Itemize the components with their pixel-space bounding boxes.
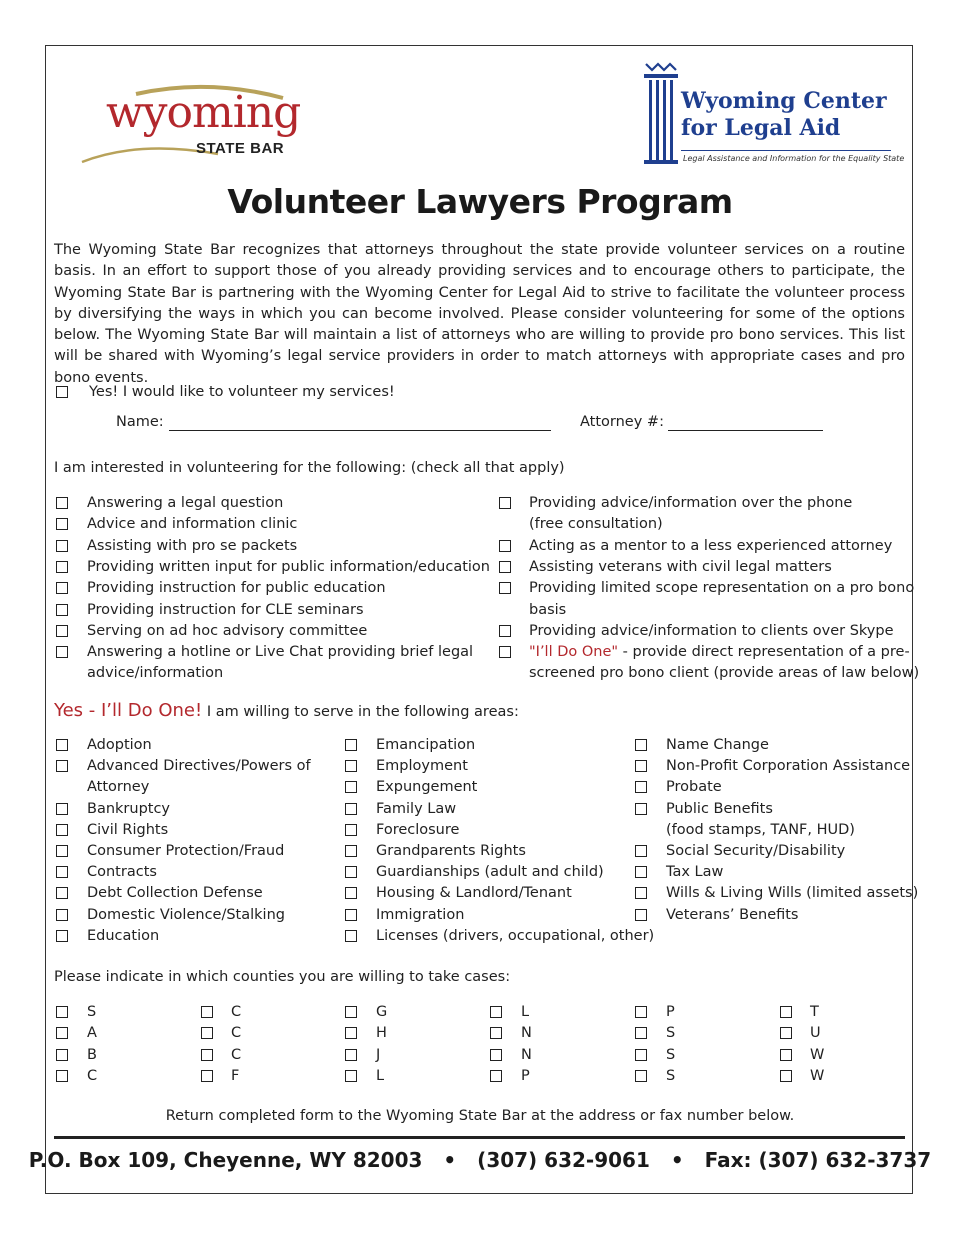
area-item-label: Consumer Protection/Fraud [87,843,285,859]
ido-one-checkbox[interactable] [499,646,511,658]
interest-item-label: Providing instruction for public education [87,580,386,597]
county-checkbox[interactable] [635,1070,647,1082]
area-item-label: Grandparents Rights [376,843,526,859]
county-label: A [87,1025,97,1042]
area-item-label: Adoption [87,737,152,753]
interest-item-label: Assisting with pro se packets [87,537,298,554]
area-item-label: Debt Collection Defense [87,885,263,902]
area-item-checkbox[interactable] [345,760,357,772]
area-item-checkbox[interactable] [56,845,68,857]
county-label: N [521,1025,532,1042]
county-checkbox[interactable] [635,1027,647,1039]
area-item-label: Non-Profit Corporation Assistance [666,758,911,775]
interest-item-label: Providing instruction for CLE seminars [87,601,364,618]
area-item-checkbox[interactable] [345,866,357,878]
interest-item-label: Answering a hotline or Live Chat providing brief legal [87,644,474,661]
footer-bullet-2: • [670,1148,684,1172]
area-item-label: Employment [376,758,468,775]
area-item-label: Veterans’ Benefits [666,906,799,923]
area-item-checkbox[interactable] [345,909,357,921]
county-label: S [666,1046,676,1063]
interest-item-checkbox[interactable] [56,582,68,594]
area-item-label: Expungement [376,779,478,796]
area-item-checkbox[interactable] [345,887,357,899]
county-checkbox[interactable] [490,1006,502,1018]
county-label: U [810,1025,821,1042]
ido-one-rest: - provide direct representation of a pre- [618,644,910,660]
attorney-number-field[interactable] [668,430,823,431]
county-label: H [376,1025,387,1042]
footer-bullet-1: • [443,1148,457,1172]
interest-item-checkbox[interactable] [56,561,68,573]
county-label: F [231,1067,240,1084]
area-item-label: Advanced Directives/Powers of [87,758,311,775]
area-item-label: Wills & Living Wills (limited assets) [666,885,919,902]
county-label: W [810,1046,825,1063]
ido-one-quote: "I’ll Do One" [529,644,619,660]
footer-fax: Fax: (307) 632-3737 [704,1148,932,1172]
name-label: Name: [116,414,164,430]
county-label: L [521,1004,530,1020]
area-item-label: Civil Rights [87,821,169,838]
area-item-checkbox[interactable] [56,909,68,921]
interest-item-label: Providing advice/information to clients over Skype [529,622,894,639]
footer-address: P.O. Box 109, Cheyenne, WY 82003 [28,1148,423,1172]
county-label: G [376,1004,388,1020]
county-checkbox[interactable] [56,1070,68,1082]
counties-heading: Please indicate in which counties you are willing to take cases: [54,969,511,985]
area-item-checkbox[interactable] [56,866,68,878]
area-item-checkbox[interactable] [56,739,68,751]
interest-item-checkbox[interactable] [56,646,68,658]
area-item-label: Emancipation [376,737,476,753]
area-item-checkbox[interactable] [345,930,357,942]
county-checkbox[interactable] [780,1006,792,1018]
county-checkbox[interactable] [345,1027,357,1039]
county-label: W [810,1067,825,1084]
interest-item-checkbox[interactable] [499,625,511,637]
county-label: P [521,1067,530,1084]
interest-item-label: Serving on ad hoc advisory committee [87,622,368,639]
wcla-line1: Wyoming Center [681,88,887,114]
area-item-checkbox[interactable] [56,930,68,942]
area-item-checkbox[interactable] [56,760,68,772]
footer-rule [54,1136,905,1139]
area-item-checkbox[interactable] [635,739,647,751]
footer-phone: (307) 632-9061 [477,1148,650,1172]
interest-item-checkbox[interactable] [56,497,68,509]
area-item-label: Probate [666,779,722,796]
areas-heading-red: Yes - I’ll Do One! [54,700,203,721]
area-item-checkbox[interactable] [345,739,357,751]
interest-item-checkbox[interactable] [499,540,511,552]
area-item-label: Housing & Landlord/Tenant [376,885,572,902]
county-checkbox[interactable] [490,1049,502,1061]
interest-item-label: advice/information [87,665,224,682]
county-checkbox[interactable] [345,1049,357,1061]
interest-item-label: Advice and information clinic [87,516,298,533]
area-item-checkbox[interactable] [635,803,647,815]
areas-heading [54,700,519,721]
area-item-checkbox[interactable] [635,781,647,793]
county-label: S [666,1067,676,1084]
area-item-label: Guardianships (adult and child) [376,864,604,881]
county-checkbox[interactable] [490,1027,502,1039]
area-item-label: Foreclosure [376,821,460,838]
interest-item-checkbox[interactable] [499,561,511,573]
page-title: Volunteer Lawyers Program [227,182,733,221]
area-item-checkbox[interactable] [345,803,357,815]
intro-paragraph: The Wyoming State Bar recognizes that attorneys throughout the state provide volunteer services on a routine basis. In an effort to support those of you already providing services and to encourage others to participate, the Wyoming State Bar is partnering with the Wyoming Center for Legal Aid to strive to facilitate the volunteer process by diversifying the ways in which you can become involved. Please consider volunteering for some of the options below. The Wyoming State Bar will maintain a list of attorneys who are willing to provide pro bono services. This list will be shared with Wyoming’s legal service providers in order to match attorneys with appropriate cases and pro bono events. [54,242,905,386]
interest-heading: I am interested in volunteering for the following: (check all that apply) [54,460,565,476]
area-item-label: Contracts [87,864,157,881]
return-note: Return completed form to the Wyoming State Bar at the address or fax number below. [165,1108,795,1124]
area-item-checkbox[interactable] [635,909,647,921]
county-label: J [376,1046,381,1063]
interest-item-checkbox[interactable] [56,625,68,637]
logo-subtitle: STATE BAR [196,140,285,157]
area-item-checkbox[interactable] [635,845,647,857]
interest-item-label: Answering a legal question [87,495,284,511]
wcla-rule [681,150,891,151]
areas-heading-rest: I am willing to serve in the following areas: [202,704,519,720]
attorney-number-label: Attorney #: [580,414,664,430]
county-checkbox[interactable] [201,1027,213,1039]
county-label: P [666,1004,675,1020]
county-checkbox[interactable] [56,1006,68,1018]
interest-item-checkbox[interactable] [56,540,68,552]
interest-item-checkbox[interactable] [56,518,68,530]
wcla-tagline: Legal Assistance and Information for the Equality State [683,154,905,163]
interest-item-checkbox[interactable] [56,604,68,616]
area-item-checkbox[interactable] [345,824,357,836]
ido-one-label [529,642,910,663]
county-checkbox[interactable] [635,1006,647,1018]
column-icon [636,60,686,170]
area-item-label: Licenses (drivers, occupational, other) [376,927,655,944]
area-item-label: Immigration [376,906,465,923]
area-item-label: Family Law [376,800,457,817]
county-checkbox[interactable] [490,1070,502,1082]
interest-item-checkbox[interactable] [499,582,511,594]
county-label: S [87,1004,97,1020]
county-label: T [810,1004,819,1020]
logo-wordmark: wyoming [106,87,301,138]
county-label: B [87,1046,97,1063]
county-checkbox[interactable] [56,1049,68,1061]
wcla-line2: for Legal Aid [681,115,841,141]
county-checkbox[interactable] [201,1006,213,1018]
area-item-label: Name Change [666,737,769,753]
area-item-label: Social Security/Disability [666,843,846,859]
area-item-label: Attorney [87,779,150,796]
area-item-checkbox[interactable] [345,781,357,793]
county-label: N [521,1046,532,1063]
interest-item-label: Acting as a mentor to a less experienced attorney [529,537,893,554]
footer-contact [0,1148,960,1172]
area-item-checkbox[interactable] [635,866,647,878]
interest-item-label: Providing limited scope representation on a pro bono [529,580,915,597]
volunteer-yes-checkbox[interactable] [56,386,68,398]
area-item-checkbox[interactable] [56,824,68,836]
area-item-label: Bankruptcy [87,800,171,817]
area-item-label: Tax Law [666,864,724,881]
area-item-checkbox[interactable] [635,887,647,899]
interest-item-checkbox[interactable] [499,497,511,509]
county-checkbox[interactable] [780,1070,792,1082]
county-checkbox[interactable] [201,1070,213,1082]
interest-item-label: (free consultation) [529,516,663,533]
interest-item-label: Assisting veterans with civil legal matters [529,558,832,575]
county-checkbox[interactable] [780,1049,792,1061]
county-label: C [231,1046,242,1063]
county-checkbox[interactable] [56,1027,68,1039]
county-checkbox[interactable] [201,1049,213,1061]
area-item-label: Education [87,927,160,944]
area-item-label: (food stamps, TANF, HUD) [666,821,855,838]
county-label: S [666,1025,676,1042]
area-item-label: Public Benefits [666,800,773,817]
wcla-logo [636,60,905,170]
area-item-checkbox[interactable] [56,887,68,899]
area-item-label: Domestic Violence/Stalking [87,906,285,923]
county-checkbox[interactable] [635,1049,647,1061]
interest-item-label: Providing written input for public information/education [87,558,490,575]
county-label: C [231,1004,242,1020]
area-item-checkbox[interactable] [345,845,357,857]
wyoming-state-bar-logo [78,80,318,170]
volunteer-yes-label: Yes! I would like to volunteer my services! [89,384,395,400]
area-item-checkbox[interactable] [635,760,647,772]
county-checkbox[interactable] [345,1006,357,1018]
county-label: L [376,1067,385,1084]
area-item-checkbox[interactable] [56,803,68,815]
name-field[interactable] [169,430,551,431]
interest-item-label: Providing advice/information over the phone [529,495,853,511]
county-label: C [87,1067,98,1084]
county-checkbox[interactable] [345,1070,357,1082]
county-checkbox[interactable] [780,1027,792,1039]
county-label: C [231,1025,242,1042]
interest-item-label: basis [529,601,567,618]
ido-one-label-line2: screened pro bono client (provide areas of law below) [529,665,920,681]
